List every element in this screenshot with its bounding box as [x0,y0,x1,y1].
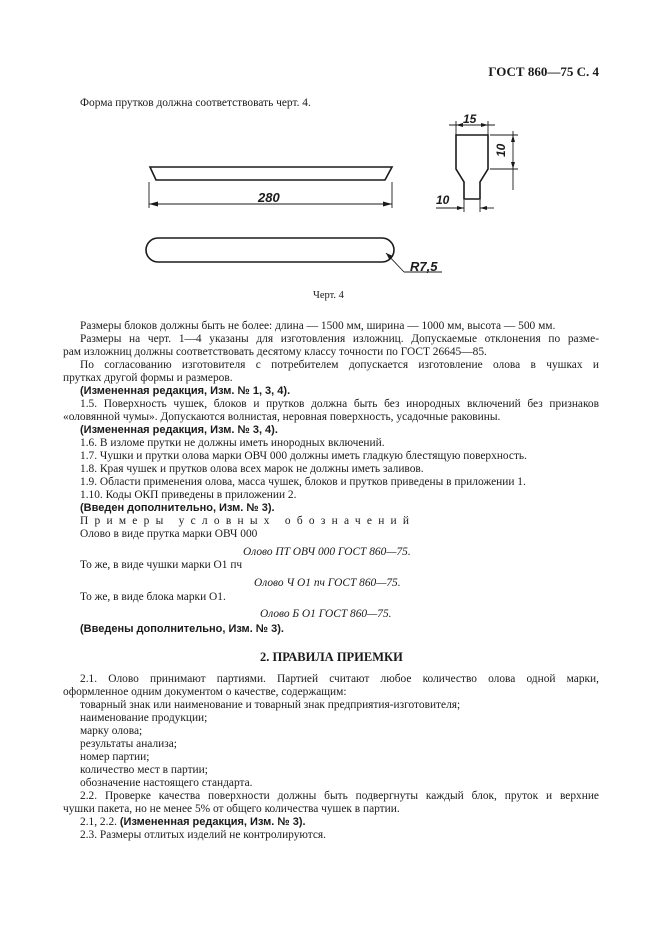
text-line: Размеры на черт. 1—4 указаны для изготовления изложниц. Допускаемые отклонения по разме- [80,333,599,345]
text-line: «оловянной чумы». Допускаются волнистая, неровная поверхность, усадочные раковины. [63,411,501,423]
clause-refs: 2.1, 2.2. [80,816,118,828]
text-line: То же, в виде блока марки О1. [80,591,226,603]
text-line: чушки пакета, но не менее 5% от общего количества чушек в партии. [63,803,400,815]
designation-example: Олово Ч О1 пч ГОСТ 860—75. [254,577,401,589]
text-line: наименование продукции; [80,712,208,724]
text-line: 1.8. Края чушек и прутков олова всех марок не должны иметь заливов. [80,463,424,475]
amendment-note: (Введены дополнительно, Изм. № 3). [80,623,284,635]
text-line: товарный знак или наименование и товарный знак предприятия-изготовителя; [80,699,461,711]
figure-caption: Черт. 4 [313,290,344,301]
amendment-note: (Измененная редакция, Изм. № 3, 4). [80,424,278,436]
designation-example: Олово ПТ ОВЧ 000 ГОСТ 860—75. [243,546,411,558]
text-line: 1.9. Области применения олова, масса чушек, блоков и прутков приведены в приложении 1. [80,476,526,488]
bar-side-view [150,167,392,180]
amendment-note: (Измененная редакция, Изм. № 3). [119,816,306,828]
amendment-note: (Введен дополнительно, Изм. № 3). [80,502,275,514]
text-line: Олово в виде прутка марки ОВЧ 000 [80,528,258,540]
amendment-note: (Измененная редакция, Изм. № 1, 3, 4). [80,385,291,397]
examples-heading: Примеры условных обозначений [80,515,416,527]
text-line: 2.2. Проверке качества поверхности должны быть подвергнуты каждый блок, пруток и верхние [80,790,599,802]
amendment-ref [80,815,306,829]
text-line: То же, в виде чушки марки О1 пч [80,559,243,571]
text-line: 1.6. В изломе прутки не должны иметь инородных включений. [80,437,385,449]
text-line: оформленное одним документом о качестве, содержащим: [63,686,347,698]
page-header: ГОСТ 860—75 С. 4 [488,64,599,79]
text-line: 1.5. Поверхность чушек, блоков и прутков должна быть без инородных включений без признаков [80,398,599,410]
text-line: 1.7. Чушки и прутки олова марки ОВЧ 000 должны иметь гладкую блестящую поверхность. [80,450,527,462]
designation-example: Олово Б О1 ГОСТ 860—75. [260,608,392,620]
bar-top-view [146,238,394,262]
text-line: обозначение настоящего стандарта. [80,777,253,789]
text-line: номер партии; [80,751,150,763]
text-line: 1.10. Коды ОКП приведены в приложении 2. [80,489,297,501]
section-heading: 2. ПРАВИЛА ПРИЕМКИ [260,650,403,664]
text-line: 2.1. Олово принимают партиями. Партией считают любое количество олова одной марки, [80,673,599,685]
text-line: количество мест в партии; [80,764,208,776]
text-line: Размеры блоков должны быть не более: длина — 1500 мм, ширина — 1000 мм, высота — 500 мм. [80,320,556,332]
dim-radius-label: R7,5 [410,259,438,274]
bar-cross-section [456,135,488,199]
dim-width-top-label: 15 [463,112,477,126]
text-line: рам изложниц должны соответствовать десятому классу точности по ГОСТ 26645—85. [63,346,487,358]
intro-text: Форма прутков должна соответствовать черт. 4. [80,97,311,109]
text-line: прутках другой формы и размеров. [63,372,233,384]
text-line: марку олова; [80,725,143,737]
text-line: По согласованию изготовителя с потребителем допускается изготовление олова в чушках и [80,359,599,371]
dim-length-label: 280 [258,190,280,205]
text-line: 2.3. Размеры отлитых изделий не контролируются. [80,829,327,841]
dim-bottom-label: 10 [436,193,450,207]
dim-height-label: 10 [494,143,508,157]
text-line: результаты анализа; [80,738,177,750]
